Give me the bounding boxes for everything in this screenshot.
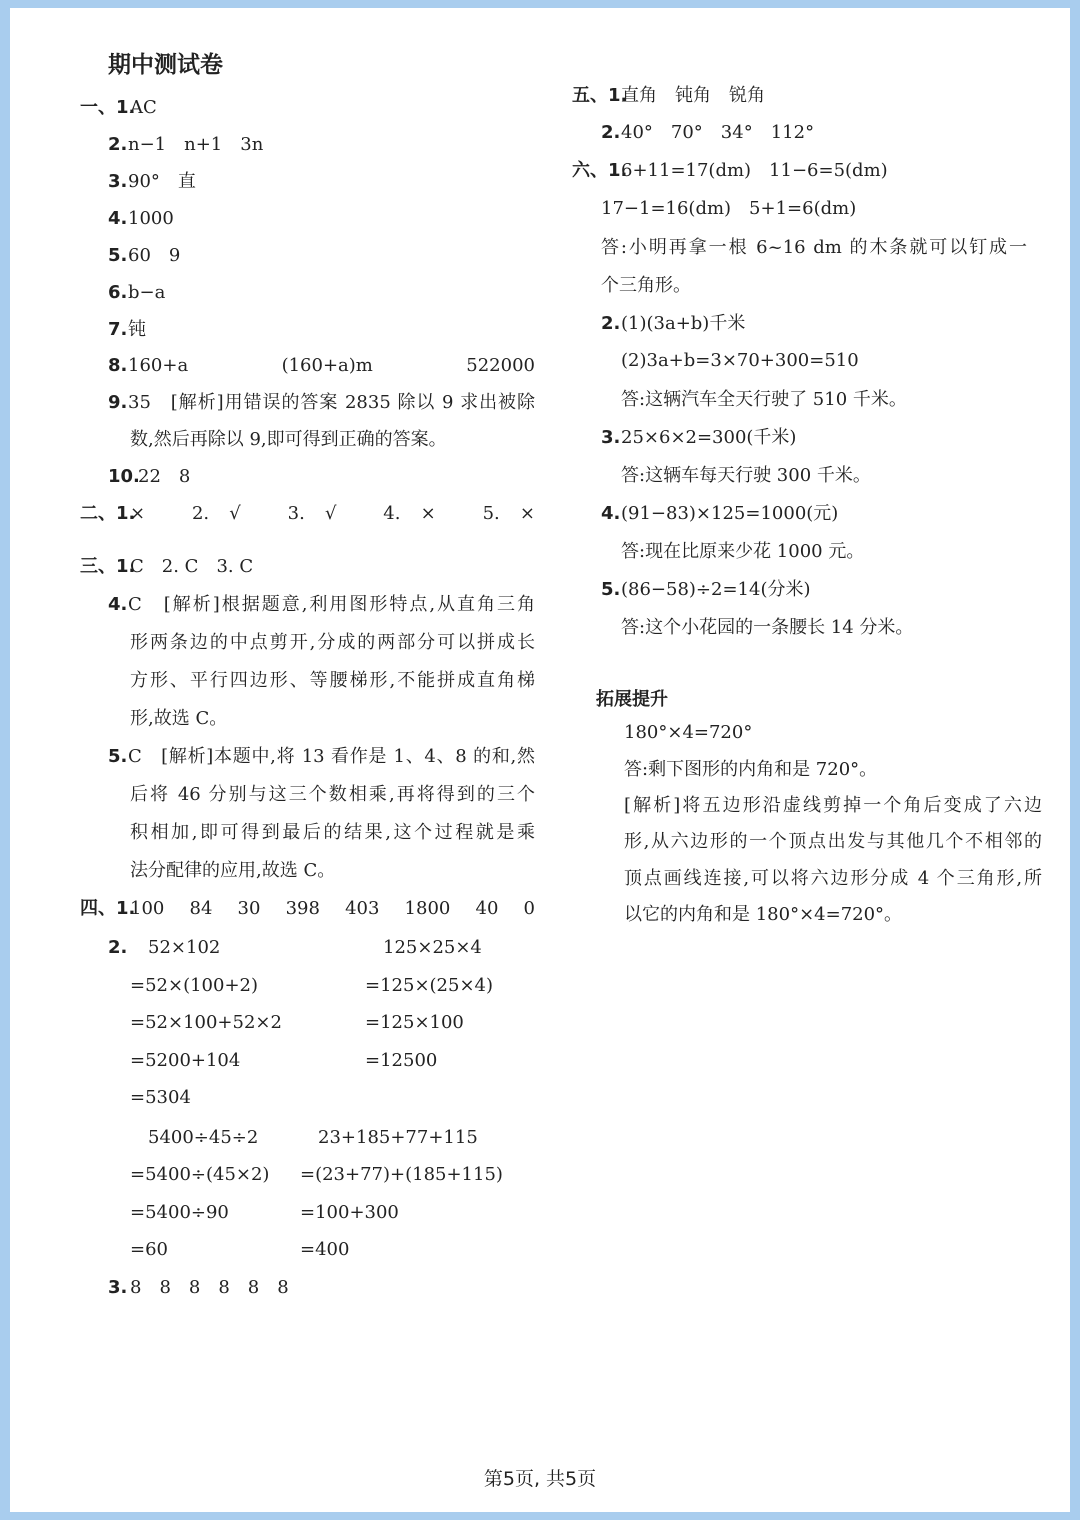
answer-text-continued: 形两条边的中点剪开,分成的两部分可以拼成长 <box>130 632 535 653</box>
extension-line: 180°×4=720° <box>624 722 753 743</box>
item-number: 2. <box>108 134 128 155</box>
item-number: 4. <box>601 503 621 524</box>
answer-text: 1000 <box>128 208 174 229</box>
calc-step: 125×25×4 <box>383 937 482 958</box>
item-number: 2. <box>601 313 621 334</box>
extension-line: 顶点画线连接,可以将六边形分成 4 个三角形,所 <box>624 868 1042 889</box>
answer-text-continued: 法分配律的应用,故选 C。 <box>130 860 336 881</box>
answer-text: × 2. √ 3. √ 4. × 5. × <box>130 503 535 524</box>
page-title: 期中测试卷 <box>108 52 223 78</box>
calc-step: =5200+104 <box>130 1050 241 1071</box>
item-number: 一、1. <box>80 97 136 118</box>
answer-text-continued: 答:小明再拿一根 6~16 dm 的木条就可以钉成一 <box>601 237 1027 258</box>
answer-text: 35 [解析]用错误的答案 2835 除以 9 求出被除 <box>128 392 535 413</box>
answer-text: 90° 直 <box>128 171 196 192</box>
extension-line: [解析]将五边形沿虚线剪掉一个角后变成了六边 <box>624 795 1042 816</box>
answer-text: C 2. C 3. C <box>130 556 254 577</box>
extension-line: 以它的内角和是 180°×4=720°。 <box>624 904 903 925</box>
item-number: 5. <box>108 245 128 266</box>
item-number: 4. <box>108 208 128 229</box>
answer-text-continued: 积相加,即可得到最后的结果,这个过程就是乘 <box>130 822 535 843</box>
calc-step: =52×100+52×2 <box>130 1012 282 1033</box>
calc-label-3: 3. <box>108 1277 128 1298</box>
item-number: 六、1. <box>572 160 628 181</box>
calc-label-2: 2. <box>108 937 128 958</box>
answer-text: 22 8 <box>138 466 191 487</box>
item-number: 3. <box>601 427 621 448</box>
item-number: 6. <box>108 282 128 303</box>
calc-step: =52×(100+2) <box>130 975 259 996</box>
item-number: 5. <box>108 746 128 767</box>
item-number: 3. <box>108 171 128 192</box>
answer-page <box>10 8 1070 1512</box>
answer-text: 直角 钝角 锐角 <box>621 85 765 106</box>
item-number: 4. <box>108 594 128 615</box>
item-number: 五、1. <box>572 85 628 106</box>
answer-text-continued: 形,故选 C。 <box>130 708 228 729</box>
calc-step: =60 <box>130 1239 168 1260</box>
answer-text-continued: 答:这个小花园的一条腰长 14 分米。 <box>621 617 914 638</box>
calc-step: =400 <box>300 1239 350 1260</box>
answer-text-continued: 个三角形。 <box>601 275 691 296</box>
answer-text: (91−83)×125=1000(元) <box>621 503 839 524</box>
item-number: 二、1. <box>80 503 136 524</box>
answer-text-continued: (2)3a+b=3×70+300=510 <box>621 350 859 371</box>
answer-text-continued: 答:这辆汽车全天行驶了 510 千米。 <box>621 389 907 410</box>
answer-text: 25×6×2=300(千米) <box>621 427 797 448</box>
item-number: 7. <box>108 319 128 340</box>
answer-text: C [解析]本题中,将 13 看作是 1、4、8 的和,然 <box>128 746 535 767</box>
answer-text: 100 84 30 398 403 1800 40 0 <box>130 898 535 919</box>
item-number: 5. <box>601 579 621 600</box>
answer-text: 6+11=17(dm) 11−6=5(dm) <box>621 160 888 181</box>
calc-line-3: 8 8 8 8 8 8 <box>130 1277 289 1298</box>
extension-heading: 拓展提升 <box>596 689 668 710</box>
extension-line: 答:剩下图形的内角和是 720°。 <box>624 759 878 780</box>
answer-text: (1)(3a+b)千米 <box>621 313 746 334</box>
answer-text-continued: 答:现在比原来少花 1000 元。 <box>621 541 865 562</box>
item-number: 四、1. <box>80 898 136 919</box>
page-footer: 第5页, 共5页 <box>483 1468 597 1490</box>
answer-text-continued: 后将 46 分别与这三个数相乘,再将得到的三个 <box>130 784 535 805</box>
calc-step: 5400÷45÷2 <box>148 1127 259 1148</box>
answer-text: 40° 70° 34° 112° <box>621 122 815 143</box>
answer-text-continued: 答:这辆车每天行驶 300 千米。 <box>621 465 871 486</box>
item-number: 8. <box>108 355 128 376</box>
answer-text: 160+a (160+a)m 522000 <box>128 355 535 376</box>
calc-step: =12500 <box>365 1050 438 1071</box>
extension-line: 形,从六边形的一个顶点出发与其他几个不相邻的 <box>624 831 1042 852</box>
item-number: 三、1. <box>80 556 136 577</box>
item-number: 2. <box>601 122 621 143</box>
calc-step: =5304 <box>130 1087 191 1108</box>
answer-text: 60 9 <box>128 245 181 266</box>
calc-step: =100+300 <box>300 1202 399 1223</box>
calc-step: =125×(25×4) <box>365 975 494 996</box>
calc-step: =125×100 <box>365 1012 464 1033</box>
answer-text: 钝 <box>128 319 146 340</box>
calc-step: =(23+77)+(185+115) <box>300 1164 503 1185</box>
answer-text-continued: 17−1=16(dm) 5+1=6(dm) <box>601 198 857 219</box>
calc-step: 23+185+77+115 <box>318 1127 478 1148</box>
calc-step: 52×102 <box>148 937 221 958</box>
answer-text-continued: 方形、平行四边形、等腰梯形,不能拼成直角梯 <box>130 670 535 691</box>
calc-step: =5400÷(45×2) <box>130 1164 270 1185</box>
answer-text: (86−58)÷2=14(分米) <box>621 579 811 600</box>
item-number: 9. <box>108 392 128 413</box>
answer-text: n−1 n+1 3n <box>128 134 264 155</box>
answer-text: b−a <box>128 282 166 303</box>
item-number: 10. <box>108 466 140 487</box>
answer-text: AC <box>130 97 157 118</box>
answer-text: C [解析]根据题意,利用图形特点,从直角三角 <box>128 594 535 615</box>
answer-text-continued: 数,然后再除以 9,即可得到正确的答案。 <box>130 429 447 450</box>
calc-step: =5400÷90 <box>130 1202 229 1223</box>
